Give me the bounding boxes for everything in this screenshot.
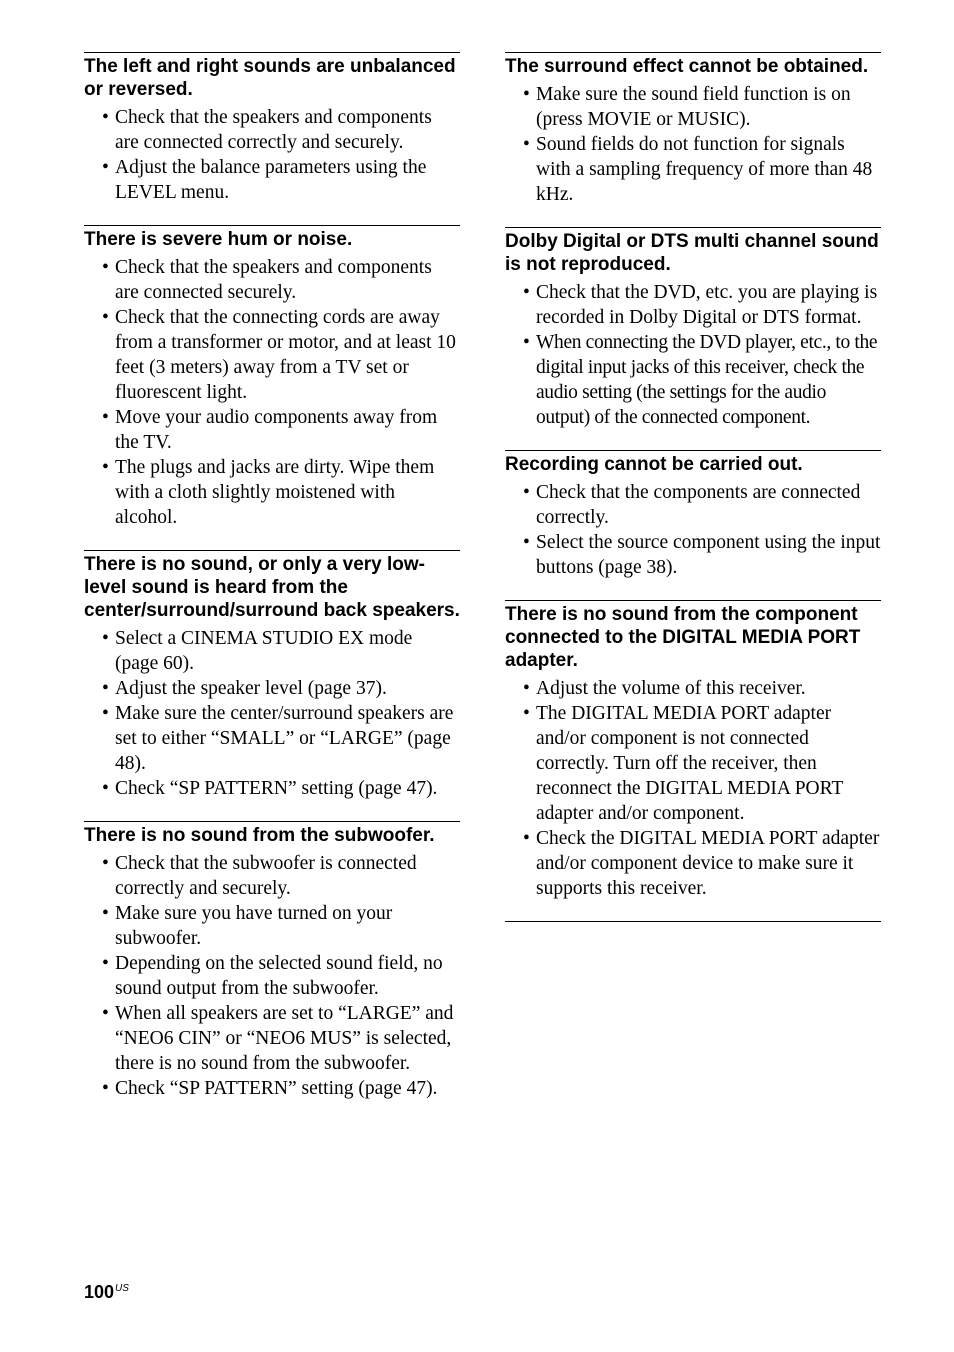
bullet-list <box>84 626 460 801</box>
bullet-list <box>84 851 460 1101</box>
list-item: • Make sure the sound field function is on (press MOVIE or MUSIC). <box>505 82 881 132</box>
list-item: • Check that the subwoofer is connected correctly and securely. <box>84 851 460 901</box>
list-item: • Depending on the selected sound field, no sound output from the subwoofer. <box>84 951 460 1001</box>
bullet-list <box>505 480 881 580</box>
section-surround-effect <box>505 52 881 207</box>
list-item: • Select the source component using the input buttons (page 38). <box>505 530 881 580</box>
list-item: • Check “SP PATTERN” setting (page 47). <box>84 776 460 801</box>
section-heading: There is no sound, or only a very low-level sound is heard from the center/surround/surround back speakers. <box>84 554 460 621</box>
list-item: • Move your audio components away from the TV. <box>84 405 460 455</box>
list-item: • Adjust the balance parameters using the LEVEL menu. <box>84 155 460 205</box>
page-number <box>84 1282 129 1303</box>
left-column <box>84 52 460 1121</box>
list-item: • Check that the speakers and components are connected securely. <box>84 255 460 305</box>
list-item: • Check “SP PATTERN” setting (page 47). <box>84 1076 460 1101</box>
list-item: • Adjust the volume of this receiver. <box>505 676 881 701</box>
list-item: • Check that the DVD, etc. you are playing is recorded in Dolby Digital or DTS format. <box>505 280 881 330</box>
section-heading: There is no sound from the component connected to the DIGITAL MEDIA PORT adapter. <box>505 604 861 671</box>
divider <box>505 921 881 922</box>
section-no-sound-center-surround <box>84 550 460 801</box>
list-item: • When connecting the DVD player, etc., to the digital input jacks of this receiver, check the audio setting (the settings for the audio output) of the connected component. <box>505 330 881 430</box>
section-heading: The surround effect cannot be obtained. <box>505 56 869 77</box>
bullet-list <box>505 82 881 207</box>
section-left-right-unbalanced <box>84 52 460 205</box>
right-column <box>505 52 881 922</box>
section-hum-or-noise <box>84 225 460 530</box>
section-heading: There is severe hum or noise. <box>84 229 353 250</box>
bullet-list <box>84 105 460 205</box>
section-no-sound-subwoofer <box>84 821 460 1101</box>
list-item: • The plugs and jacks are dirty. Wipe them with a cloth slightly moistened with alcohol. <box>84 455 460 530</box>
list-item: • Select a CINEMA STUDIO EX mode (page 60). <box>84 626 460 676</box>
bullet-list <box>505 676 881 901</box>
section-heading: The left and right sounds are unbalanced or reversed. <box>84 56 456 100</box>
list-item: • Check that the connecting cords are away from a transformer or motor, and at least 10 feet (3 meters) away from a TV set or fluorescent light. <box>84 305 460 405</box>
list-item: • Check that the speakers and components are connected correctly and securely. <box>84 105 460 155</box>
section-recording <box>505 450 881 580</box>
page-number-value: 100 <box>84 1282 115 1302</box>
section-heading: Dolby Digital or DTS multi channel sound is not reproduced. <box>505 231 879 275</box>
list-item: • Make sure you have turned on your subwoofer. <box>84 901 460 951</box>
list-item: • Make sure the center/surround speakers are set to either “SMALL” or “LARGE” (page 48). <box>84 701 460 776</box>
section-dolby-dts <box>505 227 881 430</box>
list-item: • The DIGITAL MEDIA PORT adapter and/or component is not connected correctly. Turn off the receiver, then reconnect the DIGITAL MEDIA PORT adapter and/or component. <box>505 701 881 826</box>
region-code: US <box>115 1283 129 1294</box>
list-item: • Check the DIGITAL MEDIA PORT adapter and/or component device to make sure it supports this receiver. <box>505 826 881 901</box>
list-item: • When all speakers are set to “LARGE” and “NEO6 CIN” or “NEO6 MUS” is selected, there is no sound from the subwoofer. <box>84 1001 460 1076</box>
section-digital-media-port <box>505 600 881 901</box>
list-item: • Sound fields do not function for signals with a sampling frequency of more than 48 kHz. <box>505 132 881 207</box>
bullet-list <box>505 280 881 430</box>
section-heading: Recording cannot be carried out. <box>505 454 803 475</box>
section-heading: There is no sound from the subwoofer. <box>84 825 435 846</box>
bullet-list <box>84 255 460 530</box>
list-item: • Adjust the speaker level (page 37). <box>84 676 460 701</box>
list-item: • Check that the components are connected correctly. <box>505 480 881 530</box>
